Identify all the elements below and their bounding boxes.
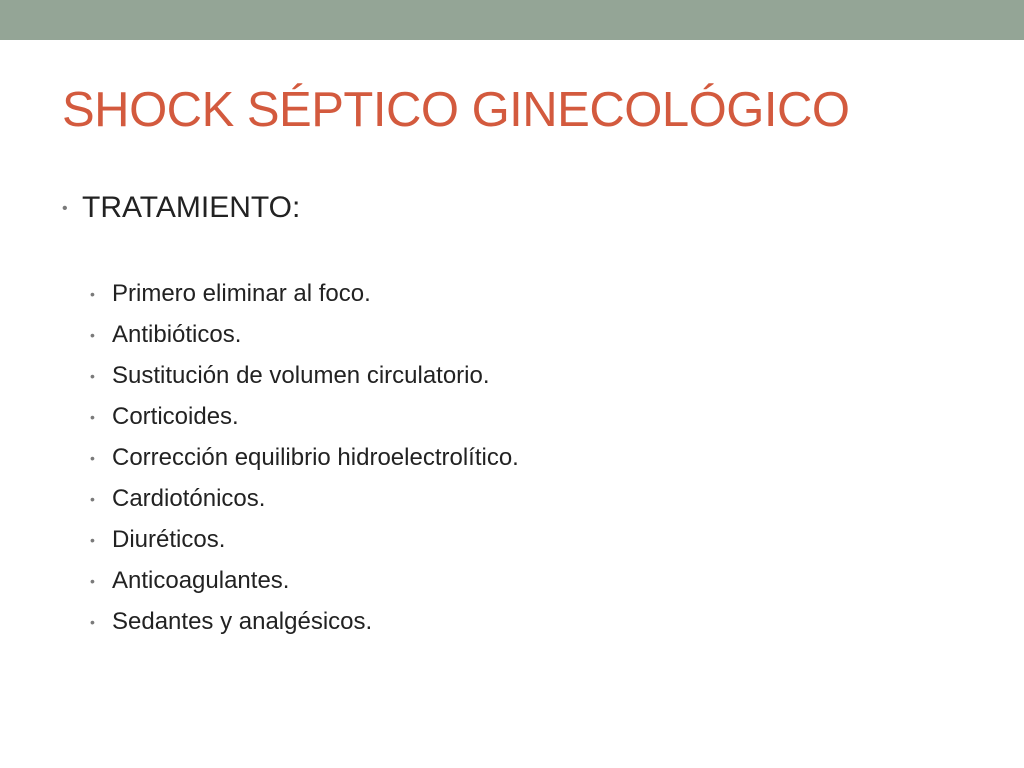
section-heading-item (62, 188, 962, 233)
list-item (90, 320, 962, 361)
bullet-icon: • (90, 286, 95, 302)
top-accent-bar (0, 0, 1024, 40)
bullet-icon: • (90, 450, 95, 466)
bullet-icon: • (90, 614, 95, 630)
section-heading: TRATAMIENTO: (82, 191, 301, 224)
list-item (90, 607, 962, 648)
list-item-text: Corrección equilibrio hidroelectrolítico. (112, 444, 519, 471)
list-item-text: Diuréticos. (112, 526, 226, 553)
list-item-text: Sustitución de volumen circulatorio. (112, 362, 490, 389)
list-item-text: Cardiotónicos. (112, 485, 266, 512)
bullet-icon: • (90, 573, 95, 589)
list-item (90, 484, 962, 525)
bullet-icon: • (90, 491, 95, 507)
list-item-text: Anticoagulantes. (112, 567, 290, 594)
list-item (90, 566, 962, 607)
list-item-text: Antibióticos. (112, 321, 242, 348)
slide-title: SHOCK SÉPTICO GINECOLÓGICO (62, 83, 850, 137)
list-item-text: Sedantes y analgésicos. (112, 608, 373, 635)
bullet-icon: • (62, 200, 68, 217)
list-item-text: Corticoides. (112, 403, 239, 430)
bullet-icon: • (90, 532, 95, 548)
list-item (90, 402, 962, 443)
list-item (90, 443, 962, 484)
list-item-text: Primero eliminar al foco. (112, 280, 371, 307)
slide-content (62, 188, 962, 648)
bullet-icon: • (90, 368, 95, 384)
bullet-icon: • (90, 409, 95, 425)
treatment-list (62, 279, 962, 648)
list-item (90, 361, 962, 402)
list-item (90, 279, 962, 320)
bullet-icon: • (90, 327, 95, 343)
list-item (90, 525, 962, 566)
